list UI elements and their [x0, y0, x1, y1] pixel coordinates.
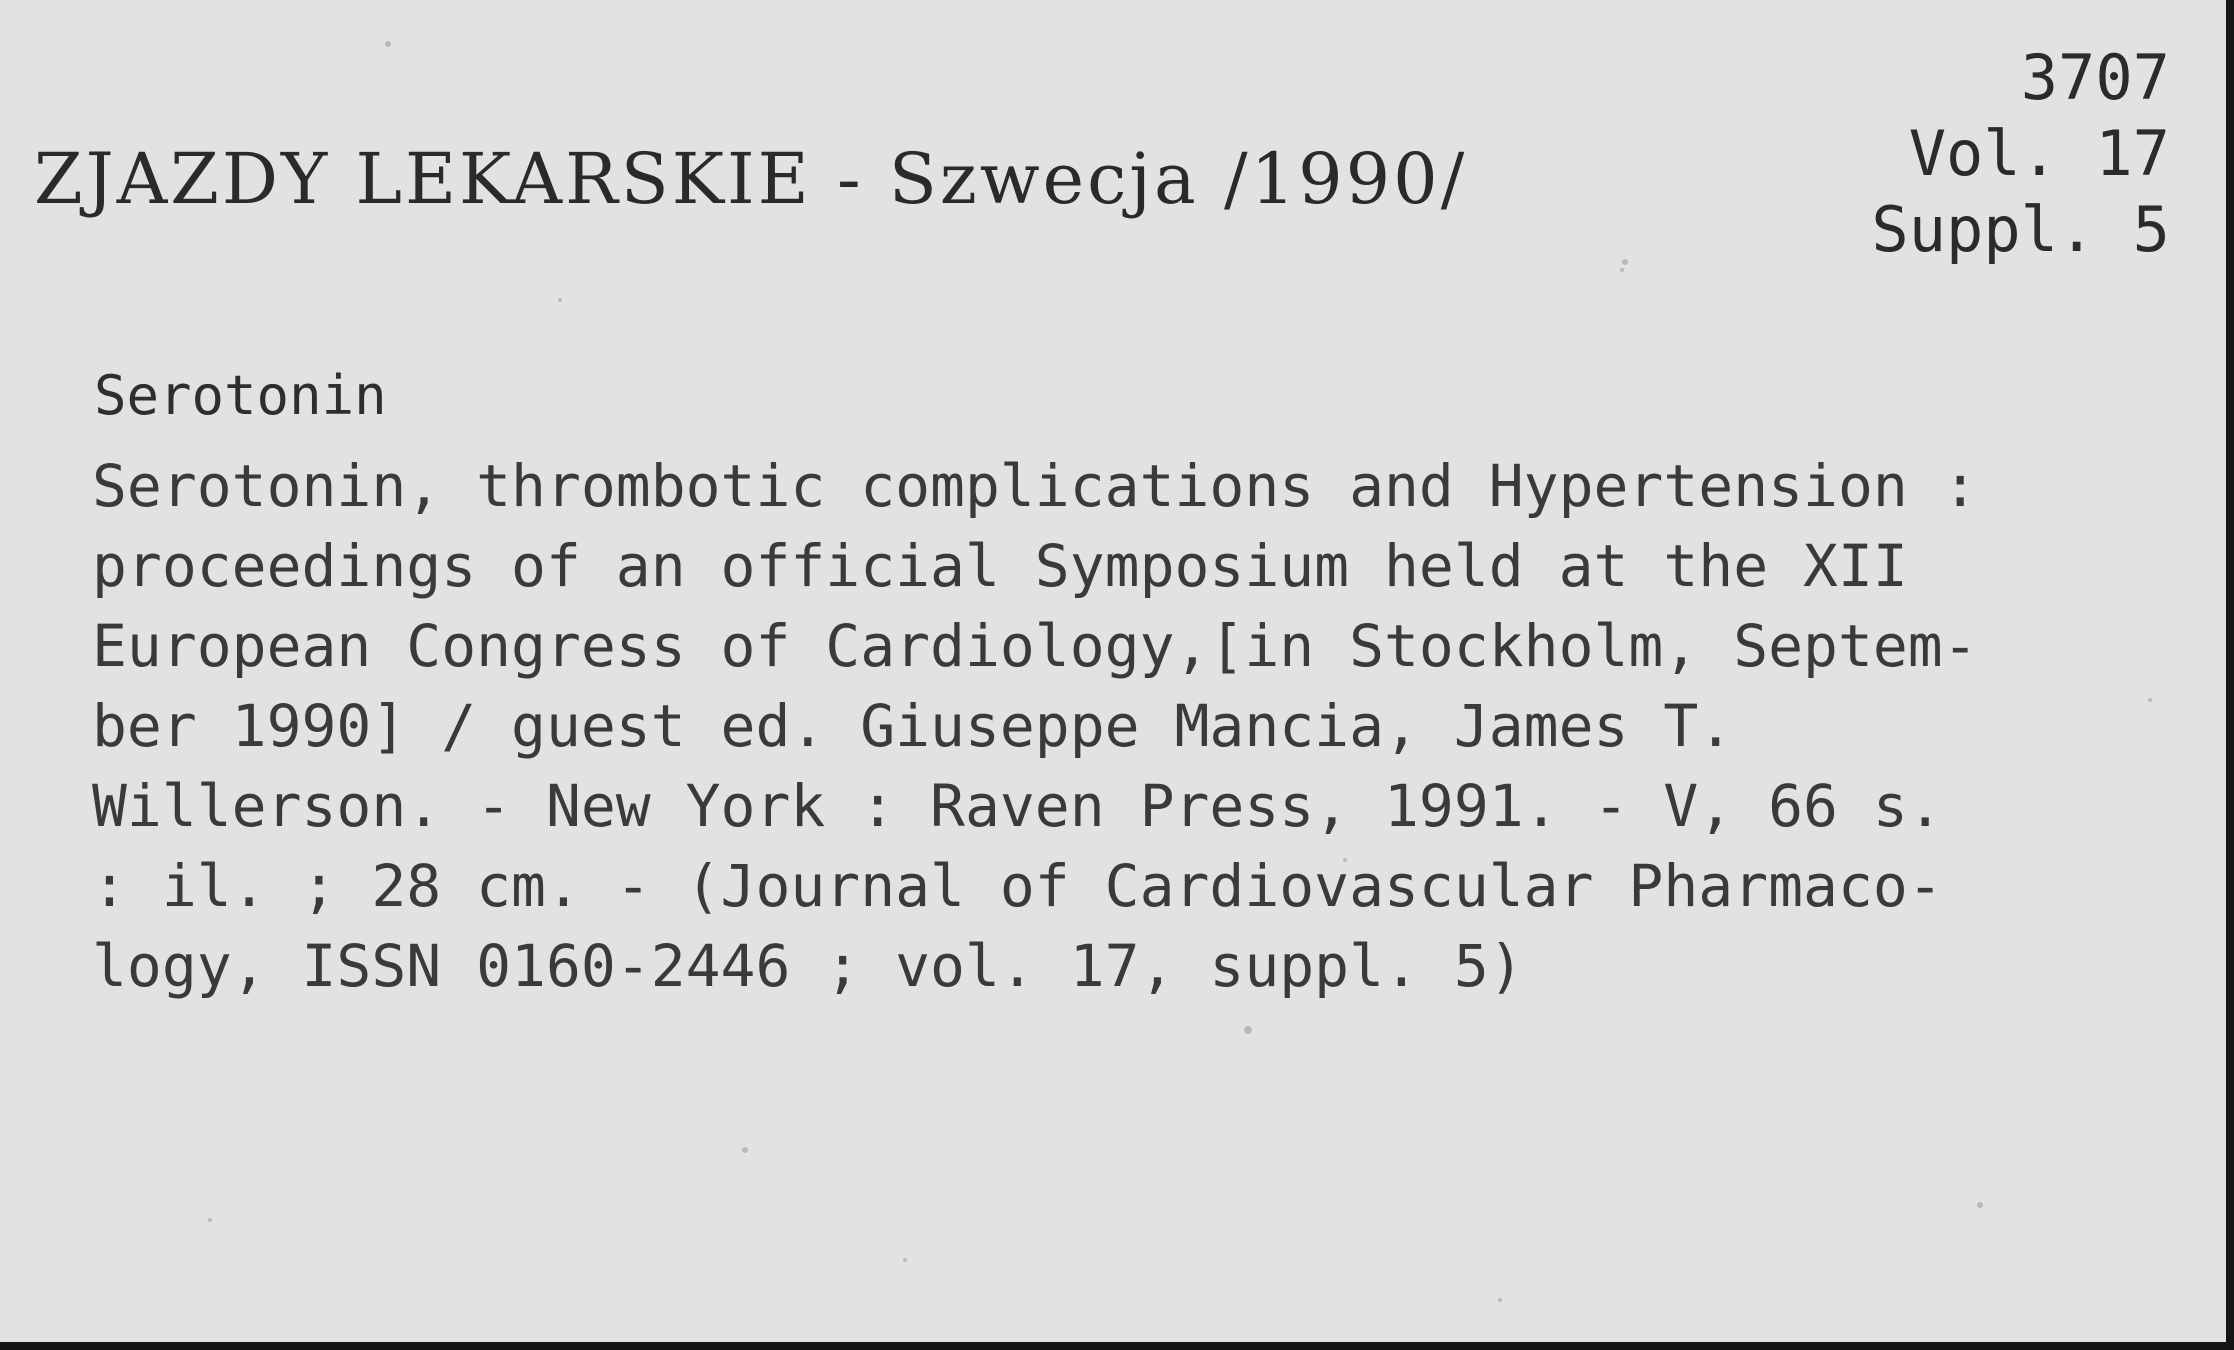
entry-line: European Congress of Cardiology,[in Stockholm, Septem- [92, 612, 1978, 680]
volume-label: Vol. 17 [1908, 117, 2170, 190]
entry-line: Willerson. - New York : Raven Press, 1991. - V, 66 s. [92, 772, 1943, 840]
entry-line: proceedings of an official Symposium held at the XII [92, 532, 1908, 600]
bibliographic-entry [92, 446, 2202, 1006]
supplement-label: Suppl. 5 [1871, 193, 2170, 266]
call-number-block [1840, 40, 2170, 268]
entry-line: logy, ISSN 0160-2446 ; vol. 17, suppl. 5) [92, 932, 1524, 1000]
entry-line: Serotonin, thrombotic complications and Hypertension : [92, 452, 1978, 520]
card-heading: ZJAZDY LEKARSKIE - Szwecja /1990/ [34, 138, 1468, 220]
subject-heading: Serotonin [94, 364, 387, 427]
entry-line: : il. ; 28 cm. - (Journal of Cardiovascular Pharmaco- [92, 852, 1943, 920]
call-number: 3707 [2020, 41, 2170, 114]
entry-line: ber 1990] / guest ed. Giuseppe Mancia, James T. [92, 692, 1734, 760]
